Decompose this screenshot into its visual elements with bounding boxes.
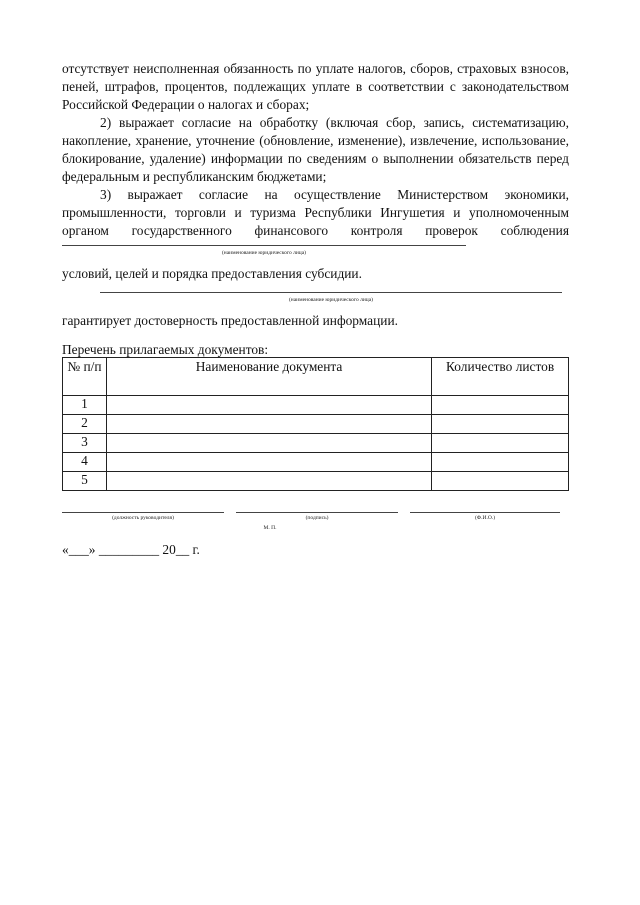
date-line: «___» _________ 20__ г.	[62, 542, 200, 557]
legal-entity-caption-1: (наименование юридического лица)	[221, 250, 307, 256]
document-name-cell[interactable]	[106, 396, 431, 415]
sheet-count-cell[interactable]	[432, 453, 569, 472]
legal-entity-line-2	[100, 291, 562, 304]
sheet-count-cell[interactable]	[432, 472, 569, 491]
documents-list-title: Перечень прилагаемых документов:	[62, 342, 269, 357]
header-number: № п/п	[63, 358, 107, 396]
stamp-mark: М. П.	[263, 525, 277, 531]
paragraph-consent-inspections: 3) выражает согласие на осуществление Министерством экономики, промышленности, торговли и туризма Республики Ингушетия и уполномоченным органом государственного финансового контроля проверок соблюдения	[62, 187, 569, 238]
row-number: 3	[63, 434, 107, 453]
sheet-count-cell[interactable]	[432, 415, 569, 434]
legal-entity-line-1	[62, 244, 466, 257]
signature-caption: (подпись)	[305, 515, 329, 521]
documents-table	[62, 357, 569, 491]
row-number: 1	[63, 396, 107, 415]
header-sheet-count: Количество листов	[432, 358, 569, 396]
document-name-cell[interactable]	[106, 472, 431, 491]
row-number: 4	[63, 453, 107, 472]
documents-table-wrapper	[62, 357, 569, 491]
table-header-row	[63, 358, 569, 396]
document-body	[62, 60, 569, 240]
legal-entity-caption-2: (наименование юридического лица)	[288, 297, 374, 303]
table-row	[63, 396, 569, 415]
document-name-cell[interactable]	[106, 415, 431, 434]
sheet-count-cell[interactable]	[432, 396, 569, 415]
full-name-caption: (Ф.И.О.)	[474, 515, 496, 521]
conditions-text: условий, целей и порядка предоставления субсидии.	[62, 266, 362, 281]
row-number: 2	[63, 415, 107, 434]
paragraph-tax-obligations: отсутствует неисполненная обязанность по уплате налогов, сборов, страховых взносов, пеней, штрафов, процентов, подлежащих уплате в соответствии с законодательством Российской Федерации о налогах и сборах;	[62, 61, 569, 112]
table-row	[63, 453, 569, 472]
document-name-cell[interactable]	[106, 453, 431, 472]
row-number: 5	[63, 472, 107, 491]
document-name-cell[interactable]	[106, 434, 431, 453]
position-caption: (должность руководителя)	[112, 515, 174, 521]
paragraph-consent-processing: 2) выражает согласие на обработку (включая сбор, запись, систематизацию, накопление, хранение, уточнение (обновление, изменение), извлечение, использование, блокирование, удаление) информации по сведениям о выполнении обязательств перед федеральным и республиканским бюджетами;	[62, 115, 569, 184]
full-name-field	[410, 511, 560, 522]
sheet-count-cell[interactable]	[432, 434, 569, 453]
table-row	[63, 472, 569, 491]
table-row	[63, 415, 569, 434]
guarantee-text: гарантирует достоверность предоставленной информации.	[62, 313, 398, 328]
header-document-name: Наименование документа	[106, 358, 431, 396]
signature-field	[236, 511, 398, 522]
position-signature-field	[62, 511, 224, 522]
table-row	[63, 434, 569, 453]
